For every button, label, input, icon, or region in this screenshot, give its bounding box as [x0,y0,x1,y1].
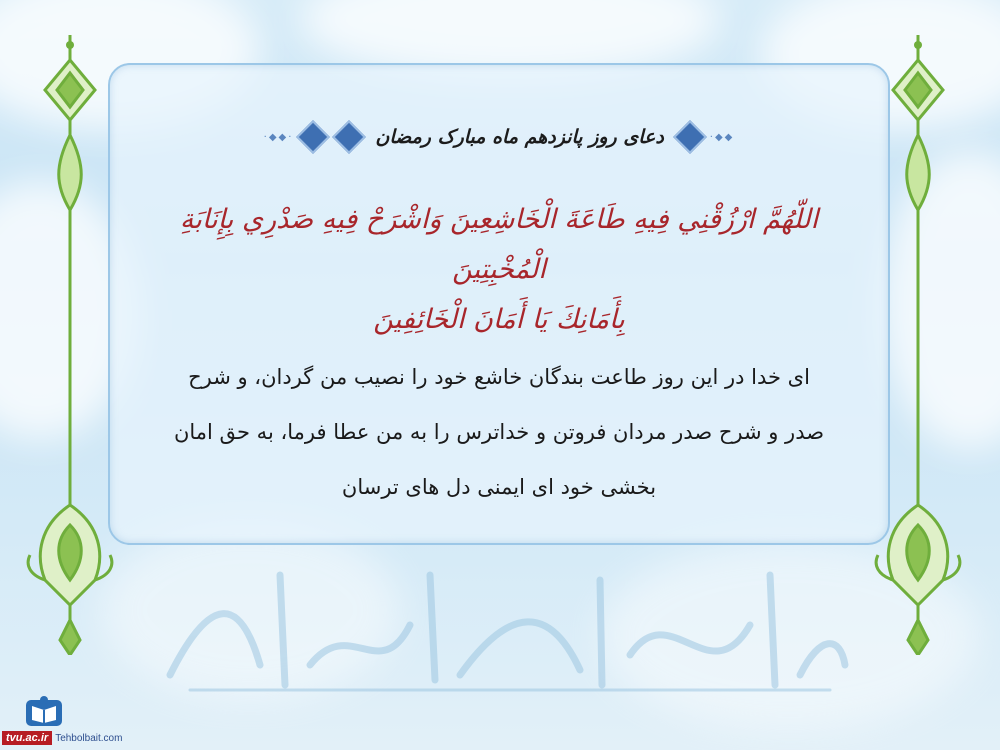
footer-site [2,728,123,748]
site-blue-label: Tehbolbait.com [55,732,123,744]
title-ornament-right: ◆◆· [674,125,735,149]
arabic-line: اللّهُمَّ ارْزُقْنِي فِيهِ طَاعَةَ الْخَاشِعِينَ وَاشْرَحْ فِيهِ صَدْرِي بِإِنَابَةِ الْمُخْبِتِينَ [179,204,819,285]
arabic-prayer [150,195,848,345]
prayer-panel [108,63,890,545]
book-logo-icon [24,694,64,728]
translation-line: صدر و شرح صدر مردان فروتن و خداترس را به من عطا فرما، به حق امان [173,420,825,444]
site-red-label: tvu.ac.ir [2,731,52,745]
title-row [110,117,888,157]
persian-translation [165,350,833,515]
blue-diamond-icon [296,120,330,154]
translation-line: بخشی خود ای ایمنی دل های ترسان [341,475,657,499]
calligraphy-watermark [150,555,850,705]
blue-diamond-icon [332,120,366,154]
page-title: دعای روز پانزدهم ماه مبارک رمضان [375,126,664,148]
arabic-line: بِأَمَانِكَ يَا أَمَانَ الْخَائِفِينَ [373,304,625,335]
translation-line: ای خدا در این روز طاعت بندگان خاشع خود را نصیب من گردان، و شرح [188,365,810,389]
green-ornamental-pillar-left [25,35,115,655]
blue-diamond-icon [673,120,707,154]
title-ornament-left: ·◆◆· [264,125,366,149]
